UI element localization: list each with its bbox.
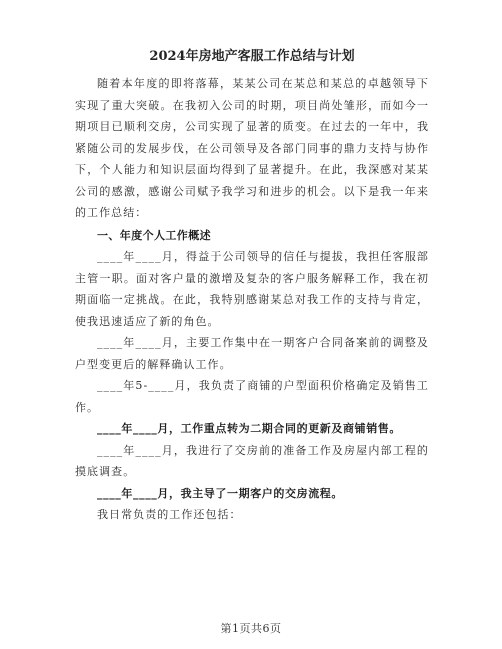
page-number: 第1页共6页 xyxy=(220,622,282,635)
document-title: 2024年房地产客服工作总结与计划 xyxy=(149,49,355,64)
intro-paragraph: 随着本年度的即将落幕，某某公司在某总和某总的卓越领导下实现了重大突破。在我初入公司的时期，项目尚处雏形，而如今一期项目已顺利交房，公司实现了显著的质变。在过去的一年中，我紧随公司的发展步伐，在公司领导及各部门同事的鼎力支持与协作下，个人能力和知识层面均得到了显著提升。在此，我深感对某某公司的感激，感谢公司赋予我学习和进步的机会。以下是我一年来的工作总结： xyxy=(75,77,429,219)
body-paragraph: ____年____月，主要工作集中在一期客户合同备案前的调整及户型变更后的解释确认工作。 xyxy=(75,336,429,371)
body-paragraph: ____年____月，我进行了交房前的准备工作及房屋内部工程的摸底调查。 xyxy=(75,443,429,478)
section-heading: 一、年度个人工作概述 xyxy=(97,228,211,242)
body-paragraph: ____年5-____月，我负责了商铺的户型面积价格确定及销售工作。 xyxy=(75,379,429,414)
bold-paragraph: ____年____月，工作重点转为二期合同的更新及商铺销售。 xyxy=(97,422,401,435)
body-paragraph: 我日常负责的工作还包括： xyxy=(97,508,242,521)
bold-paragraph: ____年____月，我主导了一期客户的交房流程。 xyxy=(97,486,343,500)
body-paragraph: ____年____月，得益于公司领导的信任与提拔，我担任客服部主管一职。面对客户量的激增及复杂的客户服务解释工作，我在初期面临一定挑战。在此，我特别感谢某总对我工作的支持与肯定，使我迅速适应了新的角色。 xyxy=(75,250,429,328)
